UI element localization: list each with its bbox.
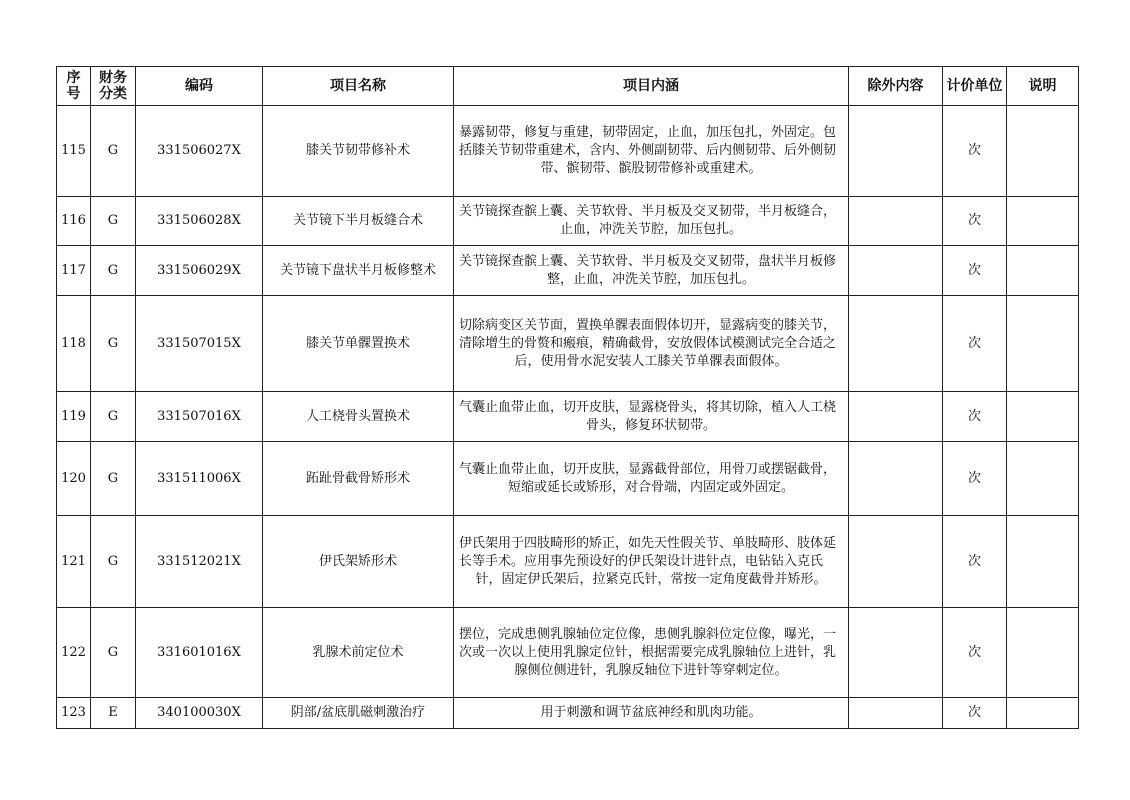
- cell-name: 乳腺术前定位术: [263, 608, 454, 698]
- header-row: [57, 67, 1079, 106]
- header-exclusions: 除外内容: [849, 67, 943, 106]
- cell-content: 摆位，完成患侧乳腺轴位定位像，患侧乳腺斜位定位像，曝光，一次或一次以上使用乳腺定位针，根据需要完成乳腺轴位上进针，乳腺侧位侧进针，乳腺反轴位下进针等穿刺定位。: [454, 608, 849, 698]
- cell-code: 331507016X: [136, 392, 263, 442]
- cell-name: 伊氏架矫形术: [263, 516, 454, 608]
- header-name: 项目名称: [263, 67, 454, 106]
- cell-code: 331506029X: [136, 246, 263, 296]
- table-row: [57, 392, 1079, 442]
- cell-unit: 次: [943, 106, 1007, 197]
- cell-category: G: [91, 608, 136, 698]
- cell-notes: [1007, 106, 1079, 197]
- cell-notes: [1007, 392, 1079, 442]
- cell-code: 331512021X: [136, 516, 263, 608]
- cell-exclusions: [849, 392, 943, 442]
- table-row: [57, 698, 1079, 729]
- cell-notes: [1007, 442, 1079, 516]
- cell-seq: 123: [57, 698, 91, 729]
- cell-category: G: [91, 296, 136, 392]
- cell-content: 关节镜探查髌上囊、关节软骨、半月板及交叉韧带，盘状半月板修整，止血，冲洗关节腔，加压包扎。: [454, 246, 849, 296]
- cell-content: 伊氏架用于四肢畸形的矫正，如先天性假关节、单肢畸形、肢体延长等手术。应用事先预设好的伊氏架设计进针点，电钻钻入克氏针，固定伊氏架后，拉紧克氏针，常按一定角度截骨并矫形。: [454, 516, 849, 608]
- cell-name: 关节镜下半月板缝合术: [263, 197, 454, 246]
- cell-name: 跖趾骨截骨矫形术: [263, 442, 454, 516]
- cell-unit: 次: [943, 698, 1007, 729]
- cell-category: E: [91, 698, 136, 729]
- cell-category: G: [91, 392, 136, 442]
- table-row: [57, 608, 1079, 698]
- table-body: [57, 106, 1079, 729]
- cell-notes: [1007, 698, 1079, 729]
- header-notes: 说明: [1007, 67, 1079, 106]
- cell-content: 用于刺激和调节盆底神经和肌肉功能。: [454, 698, 849, 729]
- cell-seq: 122: [57, 608, 91, 698]
- cell-name: 膝关节韧带修补术: [263, 106, 454, 197]
- table-row: [57, 246, 1079, 296]
- cell-content: 关节镜探查髌上囊、关节软骨、半月板及交叉韧带，半月板缝合，止血，冲洗关节腔，加压包扎。: [454, 197, 849, 246]
- cell-name: 人工桡骨头置换术: [263, 392, 454, 442]
- cell-seq: 119: [57, 392, 91, 442]
- cell-name: 阴部/盆底肌磁刺激治疗: [263, 698, 454, 729]
- cell-unit: 次: [943, 392, 1007, 442]
- cell-exclusions: [849, 698, 943, 729]
- cell-code: 331506027X: [136, 106, 263, 197]
- cell-name: 关节镜下盘状半月板修整术: [263, 246, 454, 296]
- cell-unit: 次: [943, 246, 1007, 296]
- table-header: [57, 67, 1079, 106]
- cell-notes: [1007, 516, 1079, 608]
- cell-code: 331601016X: [136, 608, 263, 698]
- header-unit: 计价单位: [943, 67, 1007, 106]
- cell-exclusions: [849, 442, 943, 516]
- cell-seq: 115: [57, 106, 91, 197]
- cell-unit: 次: [943, 516, 1007, 608]
- cell-exclusions: [849, 296, 943, 392]
- cell-name: 膝关节单髁置换术: [263, 296, 454, 392]
- header-seq: 序号: [57, 67, 91, 106]
- table-row: [57, 516, 1079, 608]
- cell-category: G: [91, 197, 136, 246]
- cell-seq: 118: [57, 296, 91, 392]
- cell-exclusions: [849, 608, 943, 698]
- cell-seq: 121: [57, 516, 91, 608]
- cell-category: G: [91, 246, 136, 296]
- cell-category: G: [91, 106, 136, 197]
- table-row: [57, 106, 1079, 197]
- cell-exclusions: [849, 516, 943, 608]
- header-content: 项目内涵: [454, 67, 849, 106]
- cell-exclusions: [849, 246, 943, 296]
- cell-code: 340100030X: [136, 698, 263, 729]
- cell-unit: 次: [943, 296, 1007, 392]
- cell-content: 切除病变区关节面，置换单髁表面假体切开，显露病变的膝关节，清除增生的骨赘和瘢痕，精确截骨，安放假体试模测试完全合适之后，使用骨水泥安装人工膝关节单髁表面假体。: [454, 296, 849, 392]
- header-code: 编码: [136, 67, 263, 106]
- cell-code: 331507015X: [136, 296, 263, 392]
- cell-code: 331506028X: [136, 197, 263, 246]
- cell-seq: 116: [57, 197, 91, 246]
- cell-unit: 次: [943, 197, 1007, 246]
- cell-category: G: [91, 442, 136, 516]
- cell-unit: 次: [943, 608, 1007, 698]
- cell-unit: 次: [943, 442, 1007, 516]
- cell-notes: [1007, 296, 1079, 392]
- cell-content: 暴露韧带，修复与重建，韧带固定，止血，加压包扎，外固定。包括膝关节韧带重建术，含内、外侧副韧带、后内侧韧带、后外侧韧带、髌韧带、髌股韧带修补或重建术。: [454, 106, 849, 197]
- cell-code: 331511006X: [136, 442, 263, 516]
- cell-exclusions: [849, 197, 943, 246]
- table-row: [57, 296, 1079, 392]
- cell-seq: 117: [57, 246, 91, 296]
- fee-schedule-table: [56, 66, 1079, 729]
- cell-content: 气囊止血带止血，切开皮肤，显露桡骨头，将其切除，植入人工桡骨头，修复环状韧带。: [454, 392, 849, 442]
- cell-exclusions: [849, 106, 943, 197]
- cell-notes: [1007, 246, 1079, 296]
- cell-notes: [1007, 608, 1079, 698]
- cell-notes: [1007, 197, 1079, 246]
- cell-content: 气囊止血带止血，切开皮肤，显露截骨部位，用骨刀或摆锯截骨，短缩或延长或矫形，对合骨端，内固定或外固定。: [454, 442, 849, 516]
- table-row: [57, 442, 1079, 516]
- header-category: 财务分类: [91, 67, 136, 106]
- cell-category: G: [91, 516, 136, 608]
- table-row: [57, 197, 1079, 246]
- cell-seq: 120: [57, 442, 91, 516]
